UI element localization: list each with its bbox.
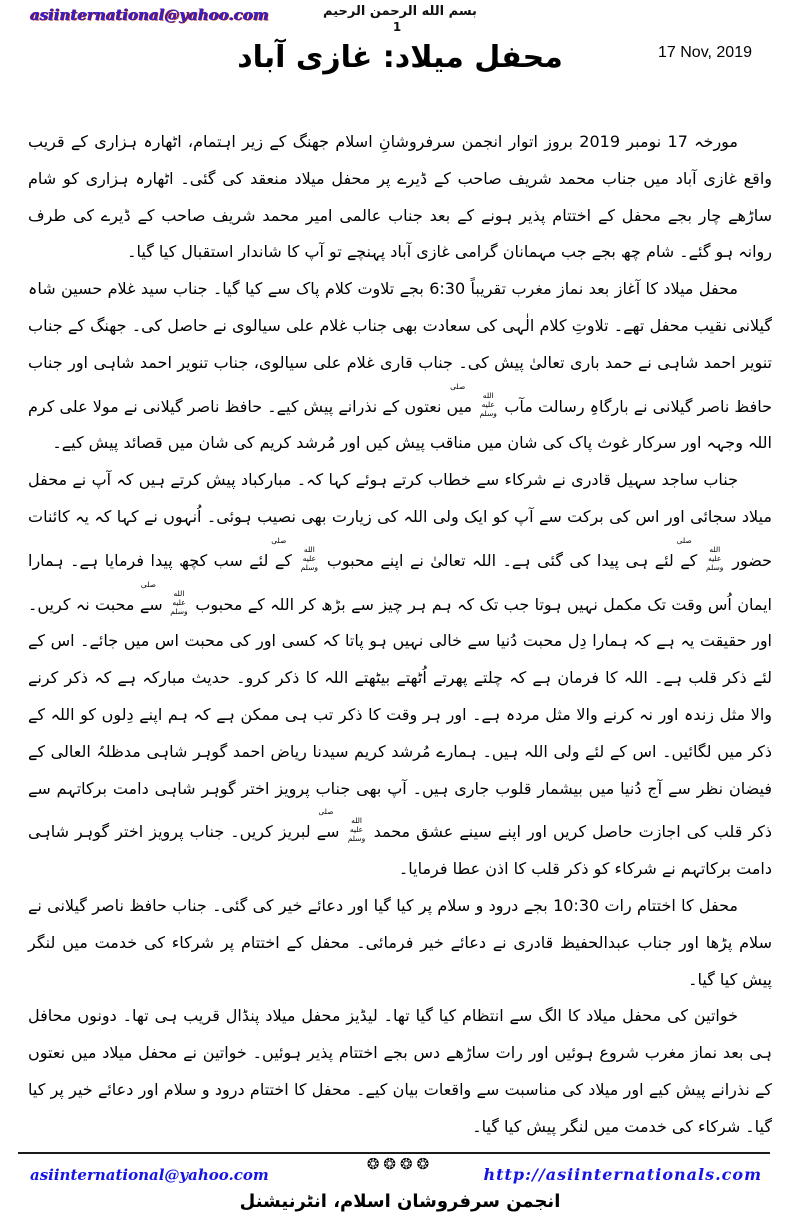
- date-text: 17 Nov, 2019: [658, 44, 752, 61]
- page-number: 1: [392, 20, 402, 34]
- footer-divider: [18, 1152, 770, 1154]
- body-text: [28, 124, 772, 1222]
- organization-name: انجمن سرفروشان اسلام، انٹرنیشنل: [239, 1190, 561, 1212]
- honorific-sallallahu-icon: صلى الله عليه وسلم: [140, 579, 188, 616]
- body-paragraph: [28, 462, 772, 888]
- honorific-sallallahu-icon: صلى الله عليه وسلم: [271, 535, 319, 572]
- bismillah-text: بسم الله الرحمن الرحيم: [323, 4, 477, 19]
- body-paragraph: [28, 998, 772, 1145]
- text-run: خواتین کی محفل میلاد کا الگ سے انتظام کیا گیا تھا۔ لیڈیز محفل میلاد پنڈال قریب ہی تھا۔ دونوں محافل ہی بعد نماز مغرب شروع ہوئیں اور رات ساڑھے دس بجے اختتام پذیر ہوئیں۔ خواتین نے محفل میلاد میں نعتوں کے نذرانے پیش کیے اور میلاد کی مناسبت سے واقعات بیان کیے۔ محفل کا اختتام درود و سلام اور دعائے خیر پر کیا گیا۔ شرکاء کی خدمت میں لنگر پیش کیا گیا۔: [28, 1006, 772, 1136]
- text-run: مورخہ 17 نومبر 2019 بروز اتوار انجمن سرفروشانِ اسلام جھنگ کے زیر اہتمام، اٹھارہ ہزاری کے قریب واقع غازی آباد میں جناب محمد شریف صاحب کے ڈیرے پر محفل میلاد منعقد کی گئی۔ اٹھارہ ہزاری کو شام ساڑھے چار بجے محفل کے اختتام پذیر ہونے کے بعد جناب عالمی امیر محمد شریف صاحب کے ڈیرے کی طرف روانہ ہو گئے۔ شام چھ بجے جب مہمانان گرامی غازی آباد پہنچے تو آپ کا شاندار استقبال کیا گیا۔: [28, 132, 772, 262]
- body-paragraph: [28, 888, 772, 998]
- text-run: کے لئے ہی پیدا کی گئی ہے۔ اللہ تعالیٰ نے اپنے محبوب: [320, 550, 704, 570]
- honorific-sallallahu-icon: صلى الله عليه وسلم: [450, 381, 497, 418]
- footer-website-link[interactable]: http://asiinternationals.com: [483, 1165, 762, 1184]
- honorific-sallallahu-icon: صلى الله عليه وسلم: [676, 535, 724, 572]
- text-run: محفل میلاد کا آغاز بعد نماز مغرب تقریباً 6:30 بجے تلاوت کلام پاک سے کیا گیا۔ جناب سید غلام حسین شاہ گیلانی نقیب محفل تھے۔ تلاوتِ کلام الٰہی کی سعادت بھی جناب غلام علی سیالوی نے حاصل کی۔ جھنگ کے جناب تنویر احمد شاہی نے حمد باری تعالیٰ پیش کی۔ جناب قاری غلام علی سیالوی، جناب تنویر احمد شاہی اور جناب حافظ ناصر گیلانی نے بارگاہِ رسالت مآب: [28, 279, 773, 416]
- body-paragraph: [28, 271, 772, 462]
- page-title: محفل میلاد: غازی آباد: [237, 40, 563, 75]
- honorific-sallallahu-icon: صلى الله عليه وسلم: [318, 807, 366, 844]
- text-run: سے لبریز کریں۔ جناب پرویز اختر گوہر شاہی دامت برکاتہم نے شرکاء کو ذکر قلب کا اذن عطا فرمایا۔: [28, 822, 772, 879]
- footer-email-link[interactable]: asiinternational@yahoo.com: [30, 1166, 269, 1184]
- header-email-link[interactable]: asiinternational@yahoo.com: [30, 6, 269, 24]
- text-run: کے لئے سب کچھ پیدا فرمایا ہے۔ ہمارا ایمان اُس وقت تک مکمل نہیں ہوتا جب تک کہ ہم ہر چیز سے بڑھ کر اللہ کے محبوب: [28, 550, 772, 614]
- text-run: سے محبت نہ کریں۔ اور حقیقت یہ ہے کہ ہمارا دِل محبت دُنیا سے خالی نہیں ہو پاتا کہ کسی اور کی محبت اس میں جائے۔ اس کے لئے ذکر قلب ہے۔ اللہ کا فرمان ہے کہ چلتے پھرتے اُٹھتے بیٹھتے اللہ کا ذکر کرو۔ حدیث مبارکہ ہے کہ ذکر کرنے والا مثل زندہ اور نہ کرنے والا مثل مردہ ہے۔ اور ہر وقت کا ذکر تب ہی ممکن ہے کہ ہم اپنے دِلوں کو اللہ کے ذکر میں لگائیں۔ اس کے لئے ولی اللہ ہیں۔ ہمارے مُرشد کریم سیدنا ریاض احمد گوہر شاہی مدظلہُ العالی کے فیضان نظر سے آج دُنیا میں بیشمار قلوب جاری ہیں۔ آپ بھی جناب پرویز اختر گوہر شاہی دامت برکاتہم سے ذکر قلب کی اجازت حاصل کریں اور اپنے سینے عشق محمد: [28, 594, 773, 842]
- text-run: میں نعتوں کے نذرانے پیش کیے۔ حافظ ناصر گیلانی نے مولا علی کرم اللہ وجہہ اور سرکار غوث پاک کی شان میں مناقب پیش کیں اور مُرشد کریم کی شان میں قصائد پیش کیے۔: [28, 396, 772, 453]
- body-paragraph: [28, 124, 772, 271]
- paragraphs-container: [28, 124, 772, 1146]
- text-run: جناب ساجد سہیل قادری نے شرکاء سے خطاب کرتے ہوئے کہا کہ۔ مبارکباد پیش کرتے ہیں کہ آپ نے محفل میلاد سجائی اور اس کی برکت سے آپ کو ایک ولی اللہ کی زیارت بھی نصیب ہوئی۔ اُنہوں نے کہا کہ یہ کائنات حضور: [28, 470, 772, 570]
- text-run: محفل کا اختتام رات 10:30 بجے درود و سلام پر کیا گیا اور دعائے خیر کی گئی۔ جناب حافظ ناصر گیلانی نے سلام پڑھا اور جناب عبدالحفیظ قادری نے دعائے خیر فرمائی۔ محفل کے اختتام پر شرکاء کی خدمت میں لنگر پیش کیا گیا۔: [28, 895, 772, 989]
- ornament-divider: ❂❂❂❂: [366, 1154, 434, 1173]
